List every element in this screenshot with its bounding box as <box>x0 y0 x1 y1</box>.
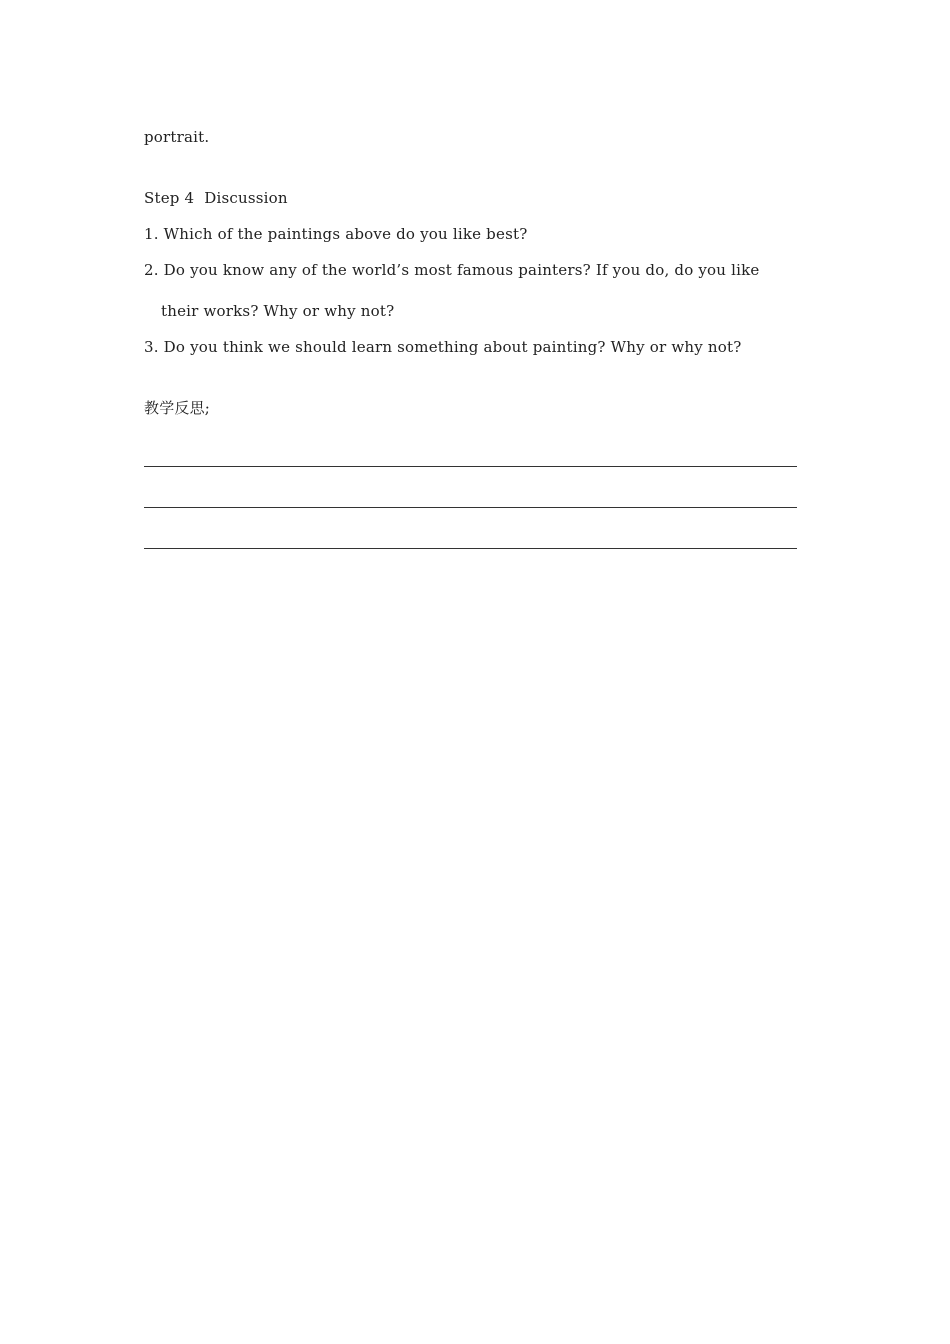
step-heading: Step 4 Discussion <box>144 189 288 207</box>
reflection-blank-line-2 <box>144 507 797 508</box>
question-2-continuation: their works? Why or why not? <box>161 302 395 320</box>
reflection-label: 教学反思; <box>144 399 211 417</box>
question-2: 2. Do you know any of the world’s most famous painters? If you do, do you like <box>144 261 760 279</box>
continuation-text: portrait. <box>144 128 210 146</box>
question-3: 3. Do you think we should learn something about painting? Why or why not? <box>144 338 742 356</box>
question-1: 1. Which of the paintings above do you like best? <box>144 225 528 243</box>
reflection-blank-line-3 <box>144 548 797 549</box>
reflection-blank-line-1 <box>144 466 797 467</box>
